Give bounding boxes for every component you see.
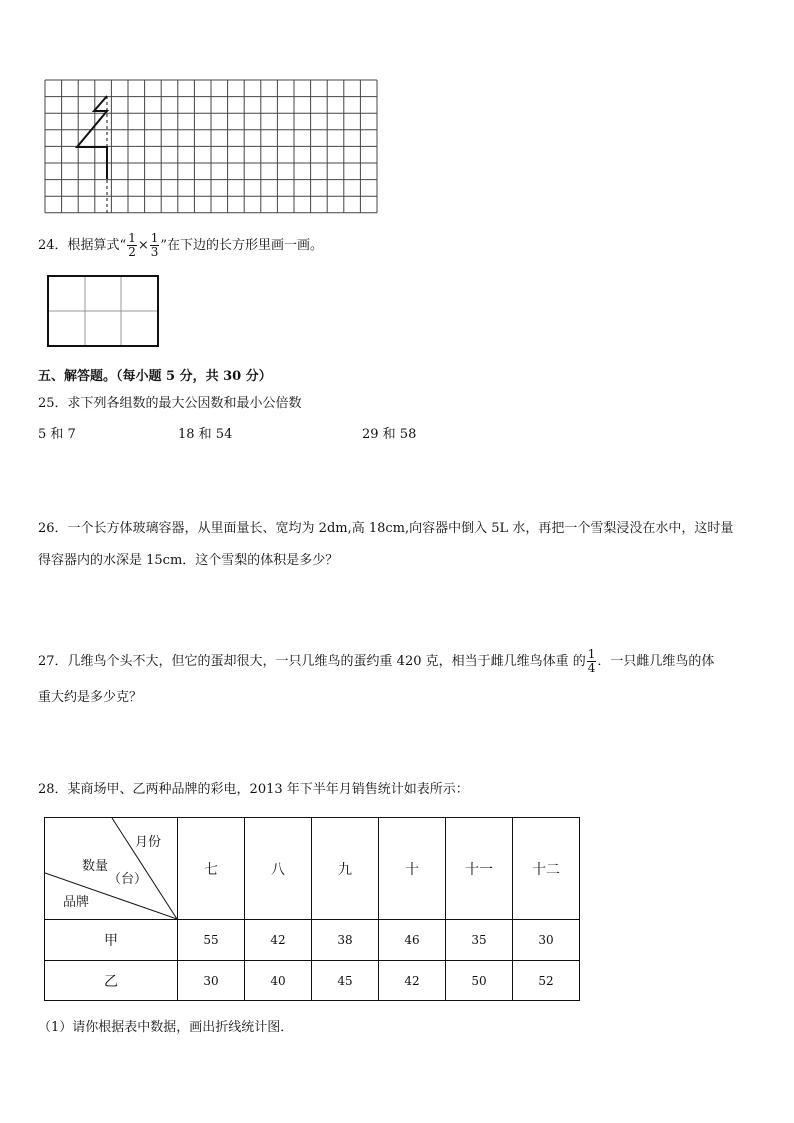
value-cell: 45	[312, 961, 379, 1001]
corner-unit-label: （台）	[108, 872, 148, 887]
q26-line1: 26．一个长方体玻璃容器，从里面量长、宽均为 2dm,高 18cm,向容器中倒入 5L 水，再把一个雪梨浸没在水中，这时量	[38, 521, 734, 536]
q25-text: 25．求下列各组数的最大公因数和最小公倍数	[38, 396, 302, 411]
q27-line1: 27．几维鸟个头不大，但它的蛋却很大，一只几维鸟的蛋约重 420 克，相当于雌几维鸟体重 的 $\frac{1}{4}$ ．一只雌几维鸟的体	[38, 647, 715, 675]
value-cell: 52	[513, 961, 580, 1001]
sales-table	[44, 817, 580, 1001]
grid-drawing	[44, 79, 384, 217]
corner-brand-label: 品牌	[63, 895, 90, 910]
q27-fraction: $\frac{1}{4}$	[587, 647, 596, 675]
brand-cell: 乙	[45, 961, 178, 1001]
value-cell: 35	[446, 920, 513, 961]
section5-title: 五、解答题。（每小题 5 分，共 30 分）	[38, 369, 272, 384]
q25-pair-2: 18 和 54	[178, 427, 233, 442]
q25-pair-3: 29 和 58	[362, 427, 417, 442]
q24-rectangle[interactable]	[46, 274, 160, 348]
value-cell: 50	[446, 961, 513, 1001]
month-header: 十一	[446, 818, 513, 920]
month-header: 八	[245, 818, 312, 920]
q28-sub1: （1）请你根据表中数据，画出折线统计图．	[38, 1020, 294, 1035]
month-header: 九	[312, 818, 379, 920]
q26-line2: 得容器内的水深是 15cm．这个雪梨的体积是多少？	[38, 553, 339, 568]
q24-fraction-2: $\frac{1}{3}$	[150, 231, 159, 259]
table-row	[45, 961, 580, 1001]
q25-pair-1: 5 和 7	[38, 427, 76, 442]
table-row	[45, 920, 580, 961]
q28-text: 28．某商场甲、乙两种品牌的彩电，2013 年下半年月销售统计如表所示：	[38, 782, 469, 797]
figure-outline	[77, 96, 107, 179]
value-cell: 42	[379, 961, 446, 1001]
value-cell: 38	[312, 920, 379, 961]
q24-number: 24	[38, 238, 55, 253]
value-cell: 55	[178, 920, 245, 961]
q24-fraction-1: $\frac{1}{2}$	[128, 231, 136, 259]
month-header: 七	[178, 818, 245, 920]
corner-month-label: 月份	[135, 835, 162, 850]
month-header: 十	[379, 818, 446, 920]
value-cell: 30	[178, 961, 245, 1001]
value-cell: 40	[245, 961, 312, 1001]
q24-text: 24．根据算式“ $\frac{1}{2}$ × $\frac{1}{3}$ ”在下边的长方形里画一画。	[38, 231, 324, 259]
value-cell: 30	[513, 920, 580, 961]
table-corner-cell	[45, 818, 178, 920]
brand-cell: 甲	[45, 920, 178, 961]
q27-line2: 重大约是多少克？	[38, 690, 143, 705]
value-cell: 42	[245, 920, 312, 961]
corner-quantity-label: 数量	[82, 859, 109, 874]
table-header-row	[45, 818, 580, 920]
month-header: 十二	[513, 818, 580, 920]
value-cell: 46	[379, 920, 446, 961]
